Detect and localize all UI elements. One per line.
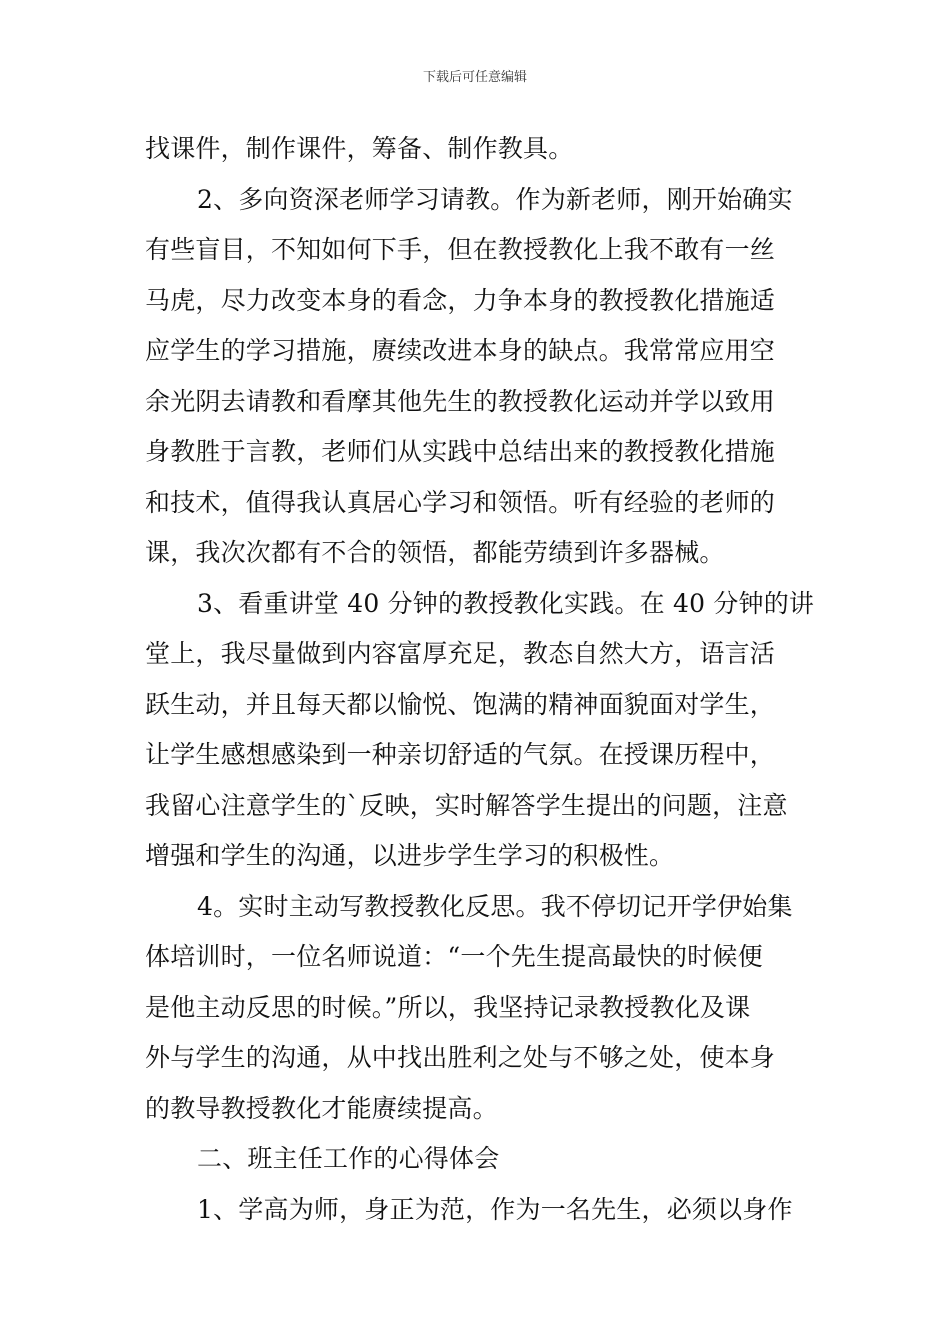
text-line: 身教胜于言教，老师们从实践中总结出来的教授教化措施 xyxy=(145,437,776,466)
text-line: 课，我次次都有不合的领悟，都能劳绩到许多器械。 xyxy=(145,538,725,567)
text-line: 是他主动反思的时候。”所以，我坚持记录教授教化及课 xyxy=(145,992,751,1022)
page-header: 下载后可任意编辑 xyxy=(422,70,527,85)
text-line: 1、学高为师，身正为范，作为一名先生，必须以身作 xyxy=(197,1194,793,1224)
text-line: 跃生动，并且每天都以愉悦、饱满的精神面貌面对学生， xyxy=(145,689,776,719)
text-line: 3、看重讲堂 40 分钟的教授教化实践。在 40 分钟的讲 xyxy=(197,588,815,618)
text-line: 增强和学生的沟通，以进步学生学习的积极性。 xyxy=(145,841,675,870)
text-line: 体培训时，一位名师说道：“一个先生提高最快的时候便 xyxy=(145,942,763,971)
text-line: 马虎，尽力改变本身的看念，力争本身的教授教化措施适 xyxy=(145,285,776,315)
text-line: 的教导教授教化才能赓续提高。 xyxy=(145,1093,498,1123)
text-line: 找课件，制作课件，筹备、制作教具。 xyxy=(145,134,574,163)
text-line: 外与学生的沟通，从中找出胜利之处与不够之处，使本身 xyxy=(145,1043,776,1072)
text-line: 有些盲目，不知如何下手，但在教授教化上我不敢有一丝 xyxy=(145,235,776,264)
text-line: 4。实时主动写教授教化反思。我不停切记开学伊始集 xyxy=(197,891,793,921)
text-line: 应学生的学习措施，赓续改进本身的缺点。我常常应用空 xyxy=(145,336,776,365)
document-body xyxy=(145,124,815,1235)
text-line: 和技术，值得我认真居心学习和领悟。听有经验的老师的 xyxy=(145,487,776,517)
text-line: 二、班主任工作的心得体会 xyxy=(197,1144,500,1173)
text-line: 让学生感想感染到一种亲切舒适的气氛。在授课历程中， xyxy=(145,740,776,769)
text-line: 堂上，我尽量做到内容富厚充足，教态自然大方，语言活 xyxy=(145,639,776,668)
text-line: 我留心注意学生的`反映，实时解答学生提出的问题，注意 xyxy=(145,790,788,820)
text-line: 2、多向资深老师学习请教。作为新老师，刚开始确实 xyxy=(197,184,793,214)
text-line: 余光阴去请教和看摩其他先生的教授教化运动并学以致用 xyxy=(145,386,776,416)
